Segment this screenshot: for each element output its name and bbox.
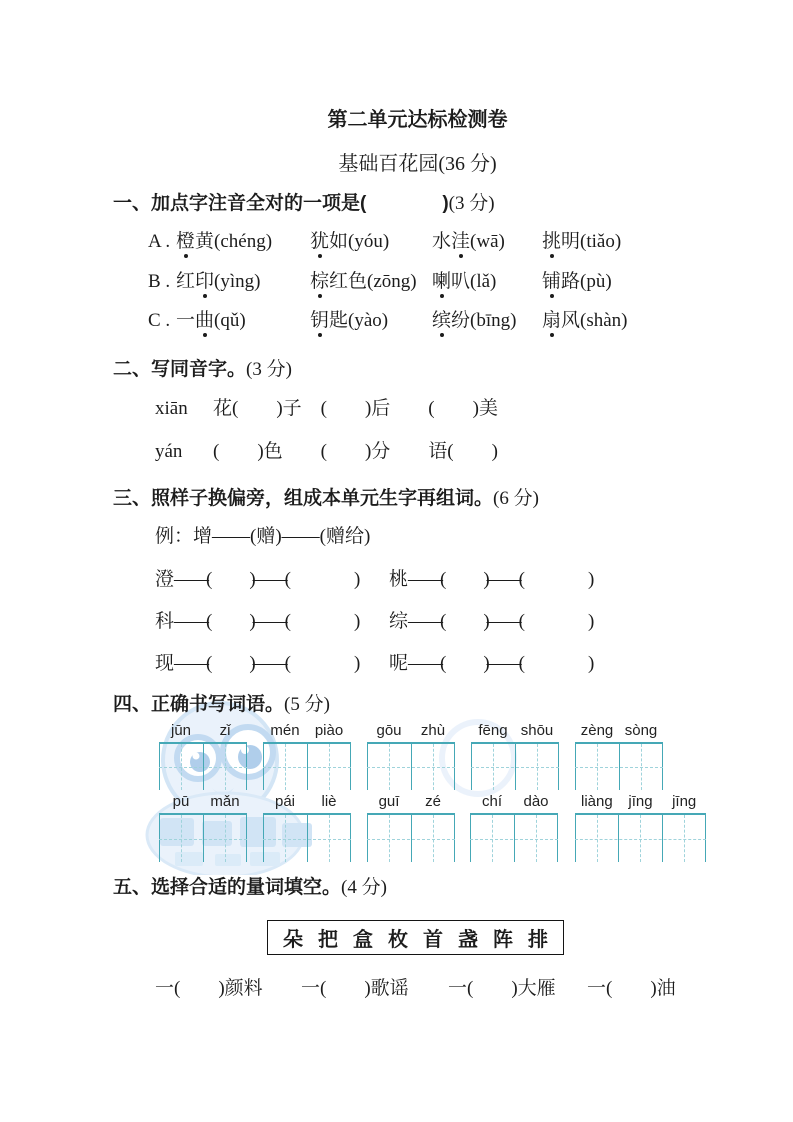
pinyin-syllable: sòng: [624, 722, 658, 739]
dotted-char: 挑: [542, 231, 562, 252]
q1-score: (3 分): [448, 193, 495, 214]
word-text: 如(yóu): [329, 231, 390, 252]
measure-word: 排: [528, 929, 548, 951]
base-char: 现: [155, 653, 175, 674]
option-word: [542, 270, 612, 294]
word-text: 纷(bīng): [451, 310, 517, 331]
writing-grid-group: [470, 793, 558, 862]
q3-header-text: 三、照样子换偏旁，组成本单元生字再组词。: [113, 488, 494, 509]
grid-cell: [619, 744, 664, 790]
word-text: 叭(lǎ): [451, 271, 497, 292]
writing-grid-group: [159, 722, 247, 790]
measure-word: 阵: [493, 929, 513, 951]
pinyin-syllable: jīng: [672, 793, 697, 810]
grid-cell: [307, 744, 352, 790]
base-char: 澄: [155, 569, 175, 590]
word-text: 一: [176, 310, 196, 331]
q4-score: (5 分): [284, 694, 330, 715]
base-char: 科: [155, 611, 175, 632]
grid-cell: [411, 744, 456, 790]
word-text: (qǔ): [214, 310, 246, 331]
base-char: 呢: [389, 653, 409, 674]
word-text: 匙(yào): [329, 310, 389, 331]
radical-change-item: 科——( )——( ): [155, 611, 361, 632]
pinyin-syllable: dào: [523, 793, 549, 810]
grid-box: [159, 742, 247, 790]
measure-word: 把: [318, 929, 338, 951]
word-text: 红色(zōng): [329, 271, 417, 292]
grid-cell: [307, 815, 352, 862]
option-word: [310, 230, 389, 254]
option-word: [542, 230, 621, 254]
grid-box: [575, 742, 663, 790]
pinyin-row: [470, 793, 558, 810]
grid-box: [367, 813, 455, 862]
pinyin-syllable: fēng: [478, 722, 508, 739]
option-label: A .: [148, 231, 171, 252]
grid-cell: [575, 815, 618, 862]
pinyin-syllable: piào: [314, 722, 344, 739]
q4-header-text: 四、正确书写词语。: [113, 694, 285, 715]
grid-box: [159, 813, 247, 862]
writing-grid-group: [159, 793, 247, 862]
fill-blank-item: 一( )歌谣: [301, 978, 409, 999]
writing-grid-group: [575, 722, 663, 790]
option-word: [176, 309, 246, 333]
q5-header-text: 五、选择合适的量词填空。: [113, 877, 342, 898]
pinyin-syllable: jīng: [628, 793, 653, 810]
pinyin-syllable: gōu: [376, 722, 402, 739]
radical-change-item: 澄——( )——( ): [155, 569, 361, 590]
q1-option-a: [0, 230, 793, 256]
dotted-char: 铺: [542, 271, 562, 292]
radical-change-item: 桃——( )——( ): [389, 569, 595, 590]
grid-cell: [515, 744, 560, 790]
writing-grid-group: [367, 793, 455, 862]
q2-row-2: [0, 440, 793, 466]
option-word: [432, 270, 496, 294]
fill-blank-item: 一( )油: [587, 978, 676, 999]
pinyin-syllable: pū: [172, 793, 190, 810]
grid-box: [263, 813, 351, 862]
measure-word: 朵: [283, 929, 303, 951]
q1-header: [113, 188, 495, 215]
measure-words-box: [267, 920, 564, 955]
q3-row-3: [0, 652, 793, 678]
option-word: [542, 309, 628, 333]
pinyin-syllable: zǐ: [219, 722, 231, 739]
grid-box: [367, 742, 455, 790]
grid-cell: [263, 744, 307, 790]
radical-change-item: 综——( )——( ): [389, 611, 595, 632]
word-text: 红: [176, 271, 196, 292]
dotted-char: 缤: [432, 310, 452, 331]
q3-example: 例：增——(赠)——(赠给): [155, 526, 371, 547]
measure-word: 首: [423, 929, 443, 951]
grid-cell: [470, 815, 514, 862]
grid-cell: [203, 744, 248, 790]
base-char: 桃: [389, 569, 409, 590]
option-word: [432, 309, 516, 333]
option-label: B .: [148, 271, 171, 292]
grid-cell: [367, 744, 411, 790]
grid-cell: [159, 744, 203, 790]
q4-header: [113, 689, 330, 716]
pinyin-syllable: shōu: [520, 722, 554, 739]
grid-box: [471, 742, 559, 790]
pinyin-row: [159, 793, 247, 810]
q1-option-b: [0, 270, 793, 296]
writing-grid-group: [263, 793, 351, 862]
grid-cell: [203, 815, 248, 862]
q5-header: [113, 872, 387, 899]
grid-cell: [263, 815, 307, 862]
q5-score: (4 分): [341, 877, 387, 898]
word-text: 明(tiǎo): [561, 231, 622, 252]
radical-change-item: 现——( )——( ): [155, 653, 361, 674]
option-word: [310, 309, 388, 333]
option-word: [310, 270, 417, 294]
option-word: [432, 230, 505, 254]
grid-box: [263, 742, 351, 790]
measure-word: 盏: [458, 929, 478, 951]
dotted-char: 洼: [451, 231, 471, 252]
dotted-char: 钥: [310, 310, 330, 331]
pinyin-label: yán: [155, 441, 183, 462]
word-text: 风(shàn): [561, 310, 628, 331]
q3-row-1: [0, 568, 793, 594]
q5-answer-row: [0, 977, 793, 1003]
q3-row-2: [0, 610, 793, 636]
grid-cell: [618, 815, 661, 862]
pinyin-syllable: zhù: [420, 722, 446, 739]
word-text: 路(pù): [561, 271, 612, 292]
writing-grid-group: [367, 722, 455, 790]
dotted-char: 喇: [432, 271, 452, 292]
pinyin-row: [575, 722, 663, 739]
pinyin-syllable: pái: [274, 793, 296, 810]
dotted-char: 印: [195, 271, 215, 292]
pinyin-syllable: chí: [481, 793, 502, 810]
pinyin-row: [367, 793, 455, 810]
fill-blank-item: 一( )大雁: [448, 978, 556, 999]
fill-blank-line: 花( )子 ( )后 ( )美: [213, 398, 498, 419]
word-text: (yìng): [214, 271, 261, 292]
grid-cell: [471, 744, 515, 790]
page-title: 第二单元达标检测卷: [327, 109, 508, 131]
grid-cell: [575, 744, 619, 790]
q2-row-1: [0, 397, 793, 423]
dotted-char: 棕: [310, 271, 330, 292]
q3-score: (6 分): [493, 488, 539, 509]
grid-cell: [367, 815, 411, 862]
grid-box: [575, 813, 706, 862]
pinyin-syllable: jūn: [170, 722, 192, 739]
grid-cell: [411, 815, 456, 862]
q2-score: (3 分): [246, 359, 292, 380]
q1-header-text: 一、加点字注音全对的一项是( ): [113, 193, 449, 214]
word-text: 黄(chéng): [195, 231, 273, 252]
grid-cell: [514, 815, 559, 862]
fill-blank-item: 一( )颜料: [155, 978, 263, 999]
option-word: [176, 270, 260, 294]
writing-grid-group: [471, 722, 559, 790]
writing-grid-group: [263, 722, 351, 790]
pinyin-row: [471, 722, 559, 739]
grid-box: [470, 813, 558, 862]
pinyin-syllable: zèng: [580, 722, 614, 739]
writing-grid-group: [575, 793, 706, 862]
word-text: 水: [432, 231, 452, 252]
pinyin-row: [367, 722, 455, 739]
dotted-char: 曲: [195, 310, 215, 331]
pinyin-syllable: liè: [321, 793, 337, 810]
dotted-char: 扇: [542, 310, 562, 331]
pinyin-syllable: guī: [378, 793, 400, 810]
grid-cell: [662, 815, 706, 862]
q2-header: [113, 354, 292, 381]
pinyin-row: [575, 793, 706, 810]
section-subtitle: 基础百花园(36 分): [338, 153, 497, 175]
option-label: C .: [148, 310, 171, 331]
radical-change-item: 呢——( )——( ): [389, 653, 595, 674]
option-word: [176, 230, 272, 254]
pinyin-syllable: liàng: [580, 793, 613, 810]
word-text: (wā): [470, 231, 505, 252]
q2-header-text: 二、写同音字。: [113, 359, 247, 380]
q1-option-c: [0, 309, 793, 335]
dotted-char: 橙: [176, 231, 196, 252]
pinyin-row: [263, 793, 351, 810]
dotted-char: 犹: [310, 231, 330, 252]
fill-blank-line: ( )色 ( )分 语( ): [213, 441, 498, 462]
pinyin-syllable: mǎn: [210, 793, 240, 810]
q3-header: [113, 483, 539, 510]
measure-word: 枚: [388, 929, 408, 951]
pinyin-syllable: mén: [270, 722, 300, 739]
pinyin-syllable: zé: [425, 793, 441, 810]
measure-word: 盒: [353, 929, 373, 951]
base-char: 综: [389, 611, 409, 632]
pinyin-label: xiān: [155, 398, 188, 419]
grid-cell: [159, 815, 203, 862]
pinyin-row: [263, 722, 351, 739]
pinyin-row: [159, 722, 247, 739]
